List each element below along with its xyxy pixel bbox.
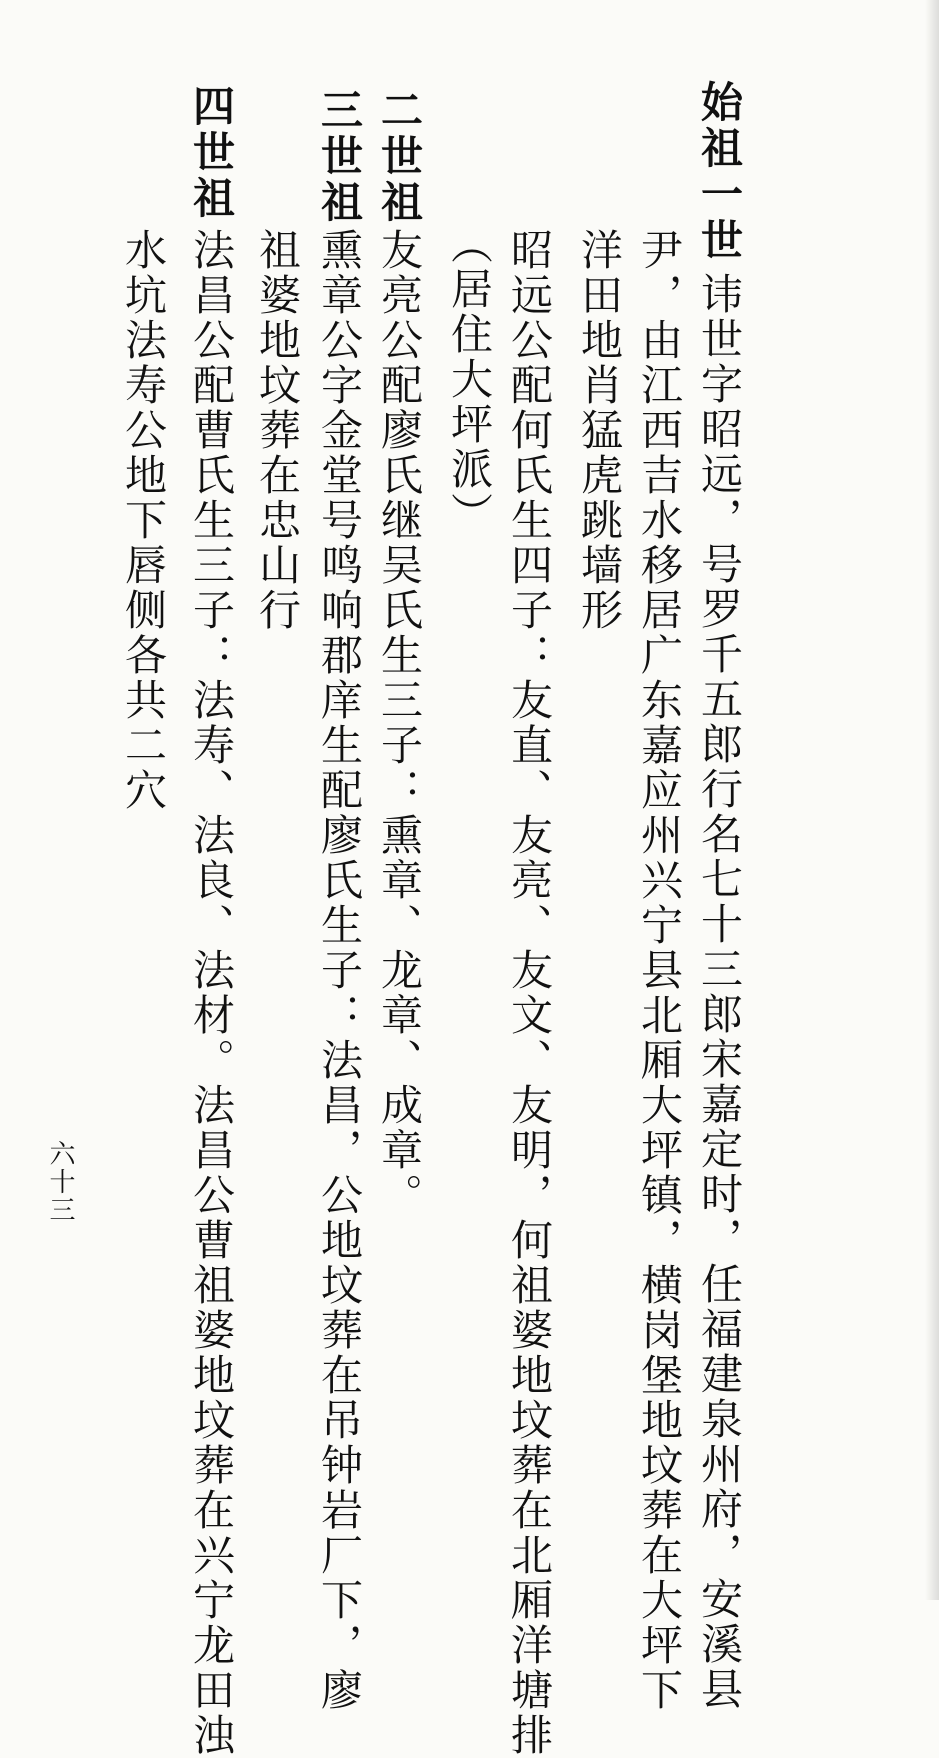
text-column: 熏章公字金堂号鸣响郡庠生配廖氏生子：法昌，公地坟葬在吊钟岩厂下，廖 — [315, 228, 364, 1713]
text-column: 友亮公配廖氏继吴氏生三子：熏章、龙章、成章。 — [375, 228, 424, 1218]
generation-label-4: 四世祖 — [187, 84, 236, 222]
page-number: 六十三 — [45, 1140, 75, 1224]
page-edge-shadow — [925, 0, 939, 1600]
text-column: 法昌公配曹氏生三子：法寿、法良、法材。法昌公曹祖婆地坟葬在兴宁龙田浊 — [187, 228, 236, 1758]
generation-label-2: 二世祖 — [375, 88, 424, 226]
text-column: 水坑法寿公地下唇侧各共二穴 — [119, 228, 168, 813]
text-column: （居住大坪派） — [445, 222, 494, 537]
generation-label-3: 三世祖 — [315, 88, 364, 226]
text-column: 尹，由江西吉水移居广东嘉应州兴宁县北厢大坪镇，横岗堡地坟葬在大坪下 — [635, 228, 684, 1713]
generation-label-1: 始祖一世 — [695, 80, 744, 264]
text-column: 洋田地肖猛虎跳墙形 — [575, 228, 624, 633]
text-column: 祖婆地坟葬在忠山行 — [253, 228, 302, 633]
text-column: 讳世字昭远，号罗千五郎行名七十三郎宋嘉定时，任福建泉州府，安溪县 — [695, 272, 744, 1712]
text-column: 昭远公配何氏生四子：友直、友亮、友文、友明，何祖婆地坟葬在北厢洋塘排 — [505, 228, 554, 1758]
